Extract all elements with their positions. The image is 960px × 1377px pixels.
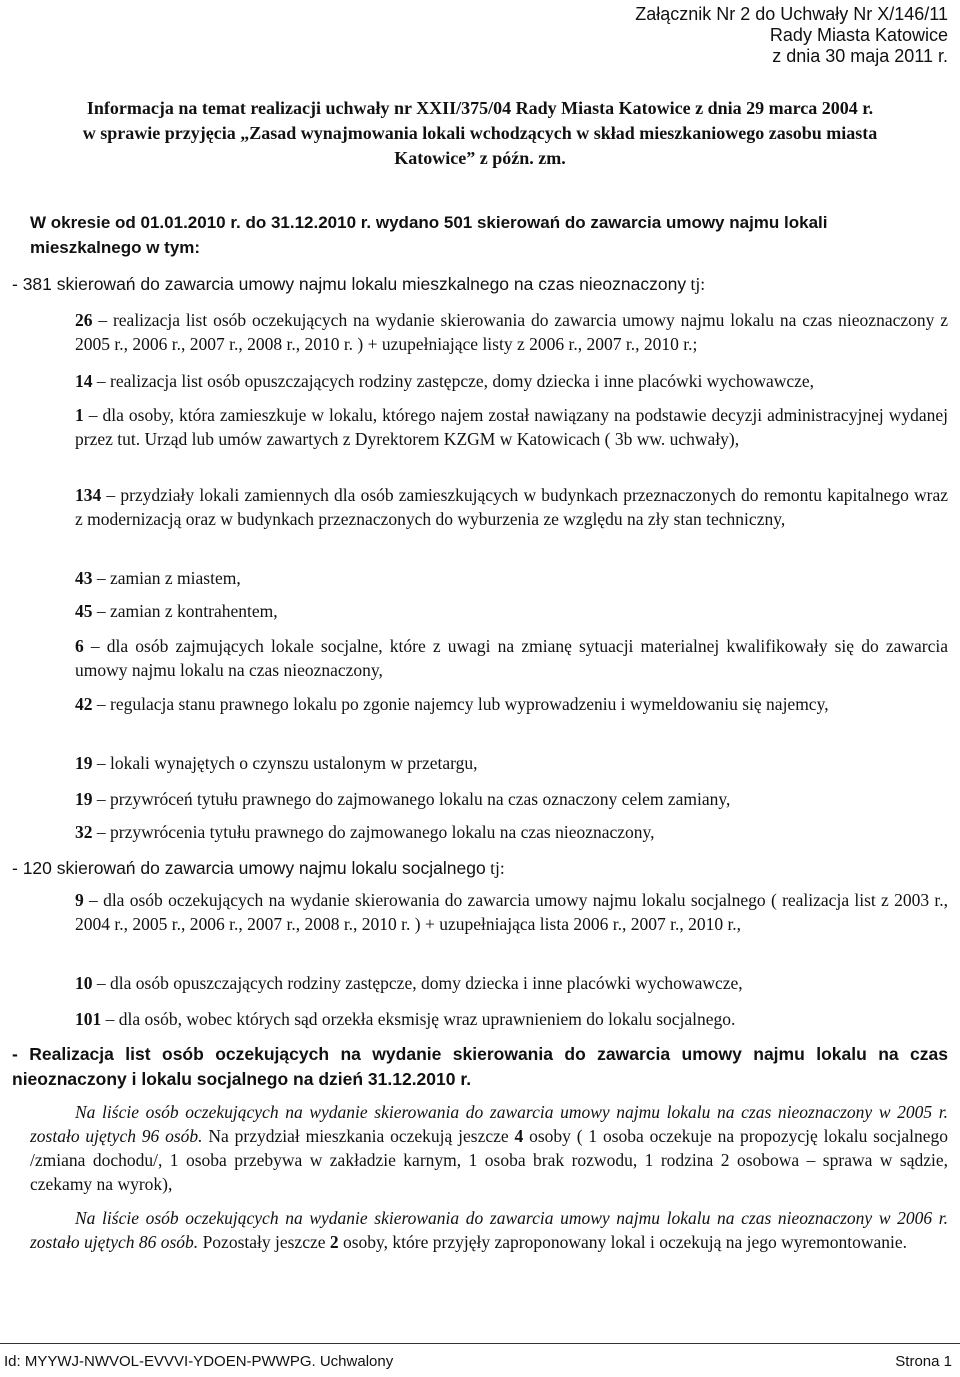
section-heading-3: - Realizacja list osób oczekujących na wydanie skierowania do zawarcia umowy najmu lokalu na czas nieoznaczony i lokalu socjalnego na dzień 31.12.2010 r.	[12, 1044, 948, 1089]
item-text: – lokali wynajętych o czynszu ustalonym w przetargu,	[92, 753, 478, 773]
list-item	[75, 369, 948, 393]
list-item	[75, 403, 948, 451]
footer-divider	[0, 1343, 960, 1344]
page-number: Strona 1	[895, 1353, 952, 1370]
list-item	[75, 483, 948, 531]
item-number: 14	[75, 371, 93, 391]
paragraph-2006-italic: Na liście osób oczekujących na wydanie skierowania do zawarcia umowy najmu lokalu na czas nieoznaczony w 2006 r. zostało ujętych 86 osób.	[30, 1208, 948, 1252]
item-number: 19	[75, 789, 93, 809]
list-item	[75, 751, 948, 775]
list-item	[75, 888, 948, 936]
paragraph-2005-post: osoby ( 1 osoba oczekuje na propozycję lokalu socjalnego /zmiana dochodu/, 1 osoba przebywa w zakładzie karnym, 1 osoba brak rozwodu, 1 rodzina 2 osobowa – sprawa w sądzie, czekamy na wyrok),	[30, 1126, 948, 1194]
paragraph-2006-count: 2	[329, 1232, 339, 1252]
item-number: 43	[75, 568, 93, 588]
attachment-header	[635, 4, 948, 67]
item-number: 9	[75, 890, 84, 910]
section-heading-1	[12, 272, 948, 296]
list-item	[75, 820, 948, 844]
section-heading-2	[12, 856, 948, 880]
item-text: – przydziały lokali zamiennych dla osób zamieszkujących w budynkach przeznaczonych do remontu kapitalnego wraz z modernizacją oraz w budynkach przeznaczonych do wyburzenia ze względu na zły stan techniczny,	[75, 485, 948, 529]
section-2-tail: tj:	[485, 858, 505, 878]
section-1-tail: tj:	[686, 274, 706, 294]
intro-line-1: W okresie od 01.01.2010 r. do 31.12.2010 r. wydano 501 skierowań do zawarcia umowy najmu lokali	[30, 213, 828, 232]
document-id: Id: MYYWJ-NWVOL-EVVVI-YDOEN-PWWPG. Uchwalony	[4, 1353, 394, 1370]
item-number: 10	[75, 973, 93, 993]
list-item	[75, 308, 948, 356]
item-text: – realizacja list osób opuszczających rodziny zastępcze, domy dziecka i inne placówki wychowawcze,	[92, 371, 815, 391]
intro-line-2: mieszkalnego w tym:	[30, 238, 201, 257]
item-text: – dla osób oczekujących na wydanie skierowania do zawarcia umowy najmu lokalu socjalnego ( realizacja list z 2003 r., 2004 r., 2005 r., 2006 r., 2007 r., 2008 r., 2010 r. ) + uzupełniająca lista 2006 r., 2007 r., 2010 r.,	[75, 890, 948, 934]
item-number: 42	[75, 694, 93, 714]
paragraph-2005	[30, 1100, 948, 1196]
item-text: – dla osób opuszczających rodziny zastępcze, domy dziecka i inne placówki wychowawcze,	[92, 973, 743, 993]
paragraph-2005-italic: Na liście osób oczekujących na wydanie skierowania do zawarcia umowy najmu lokalu na czas nieoznaczony w 2005 r. zostało ujętych 96 osób.	[30, 1102, 948, 1146]
item-number: 45	[75, 601, 93, 621]
title-line-1: Informacja na temat realizacji uchwały nr XXII/375/04 Rady Miasta Katowice z dnia 29 marca 2004 r.	[86, 98, 874, 118]
item-number: 101	[75, 1009, 102, 1029]
item-text: – przywróceń tytułu prawnego do zajmowanego lokalu na czas oznaczony celem zamiany,	[92, 789, 731, 809]
item-text: – zamian z miastem,	[92, 568, 241, 588]
section-2-head: - 120 skierowań do zawarcia umowy najmu lokalu socjalnego	[12, 858, 486, 878]
title-line-3: Katowice” z późn. zm.	[394, 148, 566, 168]
paragraph-2006	[30, 1206, 948, 1254]
list-item	[75, 634, 948, 682]
item-text: – dla osoby, która zamieszkuje w lokalu, którego najem został nawiązany na podstawie decyzji administracyjnej wydanej przez tut. Urząd lub umów zawartych z Dyrektorem KZGM w Katowicach ( 3b ww. uchwały),	[75, 405, 948, 449]
title-line-2: w sprawie przyjęcia „Zasad wynajmowania lokali wchodzących w skład mieszkaniowego zasobu miasta	[82, 123, 878, 143]
item-number: 26	[75, 310, 93, 330]
item-text: – realizacja list osób oczekujących na wydanie skierowania do zawarcia umowy najmu lokalu na czas nieoznaczony z 2005 r., 2006 r., 2007 r., 2008 r., 2010 r. ) + uzupełniające listy z 2006 r., 2007 r., 2010 r.;	[75, 310, 948, 354]
item-number: 19	[75, 753, 93, 773]
item-text: – dla osób zajmujących lokale socjalne, które z uwagi na zmianę sytuacji materialnej kwalifikowały się do zawarcia umowy najmu lokalu na czas nieoznaczony,	[75, 636, 948, 680]
section-1-head: - 381 skierowań do zawarcia umowy najmu lokalu mieszkalnego na czas nieoznaczony	[12, 274, 687, 294]
item-number: 134	[75, 485, 102, 505]
item-number: 32	[75, 822, 93, 842]
attachment-line-3: z dnia 30 maja 2011 r.	[772, 46, 948, 66]
item-text: – zamian z kontrahentem,	[92, 601, 278, 621]
intro-paragraph	[30, 210, 948, 260]
item-number: 1	[75, 405, 84, 425]
paragraph-2006-pre: Pozostały jeszcze	[198, 1232, 330, 1252]
list-item	[75, 566, 948, 590]
list-item	[75, 599, 948, 623]
paragraph-2006-post: osoby, które przyjęły zaproponowany lokal i oczekują na jego wyremontowanie.	[338, 1232, 908, 1252]
attachment-line-1: Załącznik Nr 2 do Uchwały Nr X/146/11	[635, 4, 948, 24]
list-item	[75, 787, 948, 811]
item-text: – przywrócenia tytułu prawnego do zajmowanego lokalu na czas nieoznaczony,	[92, 822, 655, 842]
item-number: 6	[75, 636, 84, 656]
list-item	[75, 971, 948, 995]
list-item	[75, 692, 948, 716]
attachment-line-2: Rady Miasta Katowice	[769, 25, 948, 45]
item-text: – dla osób, wobec których sąd orzekła eksmisję wraz uprawnieniem do lokalu socjalnego.	[101, 1009, 736, 1029]
item-text: – regulacja stanu prawnego lokalu po zgonie najemcy lub wyprowadzeniu i wymeldowaniu się najemcy,	[92, 694, 829, 714]
document-title	[20, 96, 940, 171]
list-item	[75, 1007, 948, 1031]
paragraph-2005-pre: Na przydział mieszkania oczekują jeszcze	[202, 1126, 515, 1146]
paragraph-2005-count: 4	[514, 1126, 524, 1146]
